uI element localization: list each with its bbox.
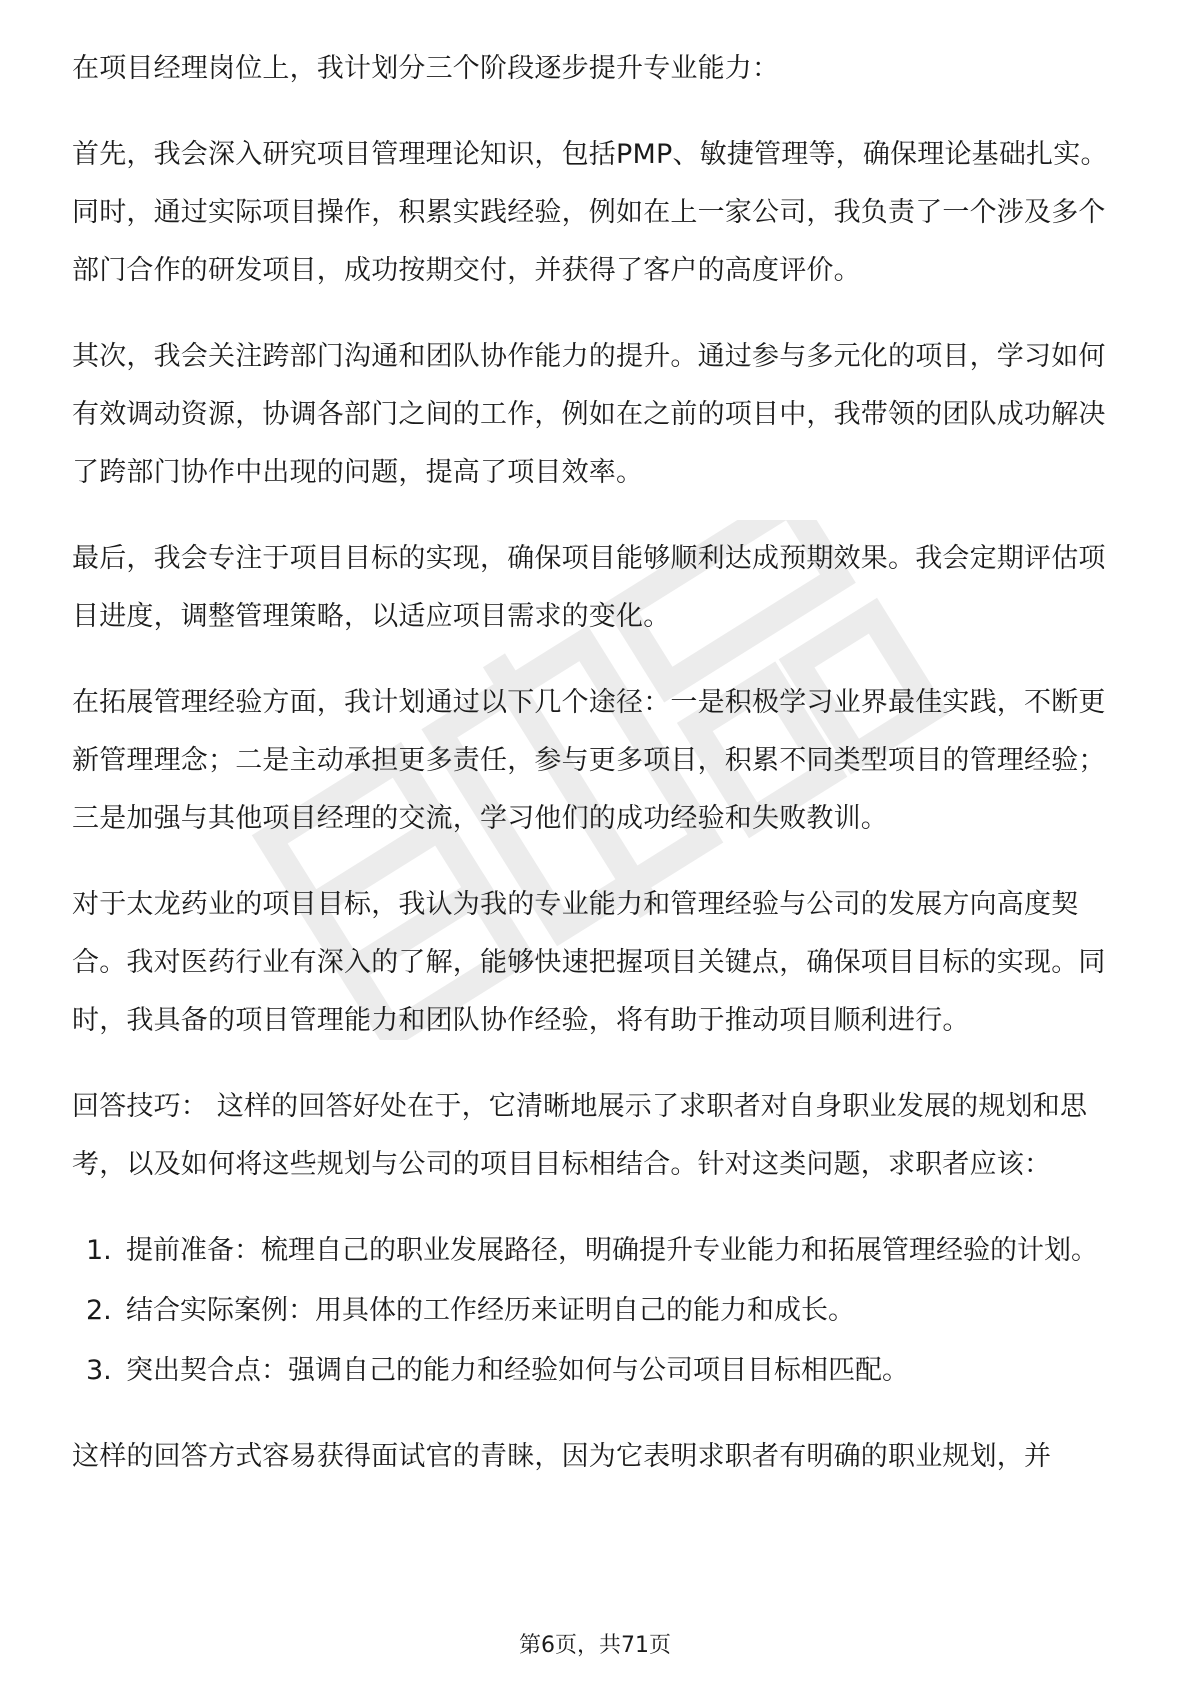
list-text: 提前准备：梳理自己的职业发展路径，明确提升专业能力和拓展管理经验的计划。 bbox=[126, 1235, 1098, 1266]
paragraph-first-stage: 首先，我会深入研究项目管理理论知识，包括PMP、敏捷管理等，确保理论基础扎实。同时，通过实际项目操作，积累实践经验，例如在上一家公司，我负责了一个涉及多个部门合作的研发项目，成功按期交付，并获得了客户的高度评价。 bbox=[72, 139, 1108, 286]
list-item bbox=[72, 1342, 1122, 1400]
list-number: 3. bbox=[86, 1355, 112, 1386]
paragraph-conclusion: 这样的回答方式容易获得面试官的青睐，因为它表明求职者有明确的职业规划，并 bbox=[72, 1441, 1052, 1472]
paragraph-management-experience: 在拓展管理经验方面，我计划通过以下几个途径：一是积极学习业界最佳实践，不断更新管理理念；二是主动承担更多责任，参与更多项目，积累不同类型项目的管理经验；三是加强与其他项目经理的交流，学习他们的成功经验和失败教训。 bbox=[72, 687, 1106, 834]
list-item bbox=[72, 1222, 1122, 1280]
paragraph-company-fit: 对于太龙药业的项目目标，我认为我的专业能力和管理经验与公司的发展方向高度契合。我对医药行业有深入的了解，能够快速把握项目关键点，确保项目目标的实现。同时，我具备的项目管理能力和团队协作经验，将有助于推动项目顺利进行。 bbox=[72, 889, 1106, 1036]
page-number-footer: 第6页，共71页 bbox=[519, 1633, 671, 1658]
list-number: 2. bbox=[86, 1295, 112, 1326]
list-text: 结合实际案例：用具体的工作经历来证明自己的能力和成长。 bbox=[126, 1295, 855, 1326]
list-item bbox=[72, 1282, 1122, 1340]
list-text: 突出契合点：强调自己的能力和经验如何与公司项目目标相匹配。 bbox=[126, 1355, 909, 1386]
paragraph-second-stage: 其次，我会关注跨部门沟通和团队协作能力的提升。通过参与多元化的项目，学习如何有效调动资源，协调各部门之间的工作，例如在之前的项目中，我带领的团队成功解决了跨部门协作中出现的问题，提高了项目效率。 bbox=[72, 341, 1106, 488]
document-body bbox=[72, 40, 1122, 1514]
list-number: 1. bbox=[86, 1235, 112, 1266]
tips-list bbox=[72, 1222, 1122, 1400]
paragraph-intro: 在项目经理岗位上，我计划分三个阶段逐步提升专业能力： bbox=[72, 53, 780, 84]
paragraph-answer-tips: 回答技巧： 这样的回答好处在于，它清晰地展示了求职者对自身职业发展的规划和思考，以及如何将这些规划与公司的项目目标相结合。针对这类问题，求职者应该： bbox=[72, 1091, 1088, 1180]
paragraph-third-stage: 最后，我会专注于项目目标的实现，确保项目能够顺利达成预期效果。我会定期评估项目进度，调整管理策略，以适应项目需求的变化。 bbox=[72, 543, 1106, 632]
